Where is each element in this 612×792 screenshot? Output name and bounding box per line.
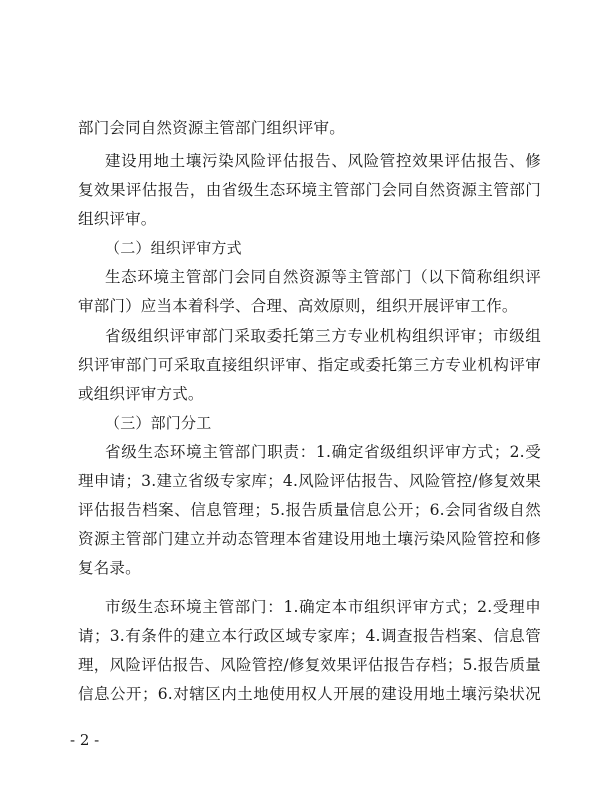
paragraph-line: 复效果评估报告，由省级生态环境主管部门会同自然资源主管部门 xyxy=(78,181,541,199)
paragraph-line: 资源主管部门建立并动态管理本省建设用地土壤污染风险管控和修 xyxy=(78,530,541,548)
paragraph-line: 复名录。 xyxy=(78,559,141,577)
paragraph-line: 省级生态环境主管部门职责：1.确定省级组织评审方式；2.受 xyxy=(105,443,541,461)
paragraph-line: 审部门）应当本着科学、合理、高效原则，组织开展评审工作。 xyxy=(78,297,518,315)
paragraph-line: 部门会同自然资源主管部门组织评审。 xyxy=(78,119,345,137)
paragraph-line: 理申请；3.建立省级专家库；4.风险评估报告、风险管控/修复效果 xyxy=(78,472,541,490)
paragraph-line: 织评审部门可采取直接组织评审、指定或委托第三方专业机构评审 xyxy=(78,356,541,374)
paragraph-line: 市级生态环境主管部门：1.确定本市组织评审方式；2.受理申 xyxy=(105,598,541,616)
paragraph-line: 理，风险评估报告、风险管控/修复效果评估报告存档；5.报告质量 xyxy=(78,656,541,674)
paragraph-line: 评估报告档案、信息管理；5.报告质量信息公开；6.会同省级自然 xyxy=(78,501,541,519)
paragraph-line: 请；3.有条件的建立本行政区域专家库；4.调查报告档案、信息管 xyxy=(78,627,541,645)
section-heading: （三）部门分工 xyxy=(105,414,212,432)
paragraph-line: 省级组织评审部门采取委托第三方专业机构组织评审；市级组 xyxy=(105,327,541,345)
paragraph-line: 或组织评审方式。 xyxy=(78,385,204,403)
page-number: - 2 - xyxy=(70,731,100,749)
paragraph-line: 信息公开；6.对辖区内土地使用权人开展的建设用地土壤污染状况 xyxy=(78,685,541,703)
section-heading: （二）组织评审方式 xyxy=(105,239,242,257)
paragraph-line: 组织评审。 xyxy=(78,210,157,228)
paragraph-line: 生态环境主管部门会同自然资源等主管部门（以下简称组织评 xyxy=(105,268,541,286)
paragraph-line: 建设用地土壤污染风险评估报告、风险管控效果评估报告、修 xyxy=(105,152,541,170)
